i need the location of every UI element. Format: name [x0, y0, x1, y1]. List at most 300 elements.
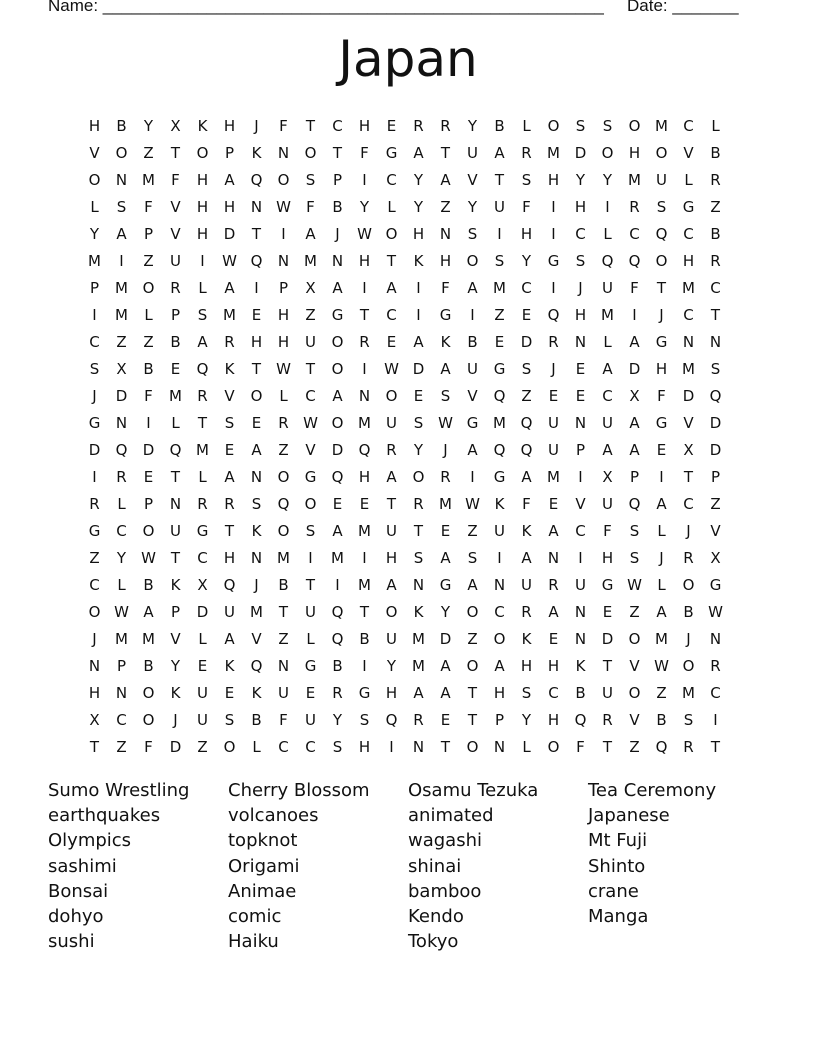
grid-letter: I — [605, 197, 610, 216]
grid-letter: S — [467, 548, 478, 567]
grid-letter: A — [440, 359, 451, 378]
grid-letter: O — [682, 575, 695, 594]
grid-letter: Z — [116, 332, 127, 351]
grid-letter: C — [575, 521, 586, 540]
word-list-item: Sumo Wrestling — [48, 780, 190, 801]
grid-letter: H — [520, 656, 533, 675]
grid-row — [81, 598, 729, 625]
grid-letter: I — [362, 548, 367, 567]
grid-letter: S — [440, 386, 451, 405]
grid-letter: C — [89, 332, 100, 351]
grid-letter: F — [603, 521, 612, 540]
grid-letter: V — [170, 629, 181, 648]
grid-letter: N — [574, 413, 587, 432]
grid-letter: Z — [278, 629, 289, 648]
grid-letter: H — [439, 251, 452, 270]
grid-letter: M — [601, 305, 614, 324]
grid-letter: A — [224, 278, 235, 297]
grid-letter: A — [386, 278, 397, 297]
grid-letter: G — [547, 251, 560, 270]
word-list-item: Japanese — [588, 805, 670, 827]
grid-letter: G — [304, 467, 317, 486]
grid-letter: S — [629, 548, 640, 567]
grid-letter: G — [331, 305, 344, 324]
word-list-item: Manga — [588, 905, 649, 927]
grid-letter: Z — [143, 332, 154, 351]
grid-letter: H — [493, 683, 506, 702]
grid-letter: W — [438, 413, 453, 432]
grid-letter: Q — [331, 467, 344, 486]
grid-letter: E — [251, 305, 262, 324]
grid-letter: L — [387, 197, 396, 216]
grid-row — [81, 706, 729, 733]
grid-letter: R — [413, 116, 424, 135]
grid-letter: H — [520, 224, 533, 243]
grid-letter: O — [493, 629, 506, 648]
word-list-item: topknot — [228, 830, 298, 852]
grid-letter: J — [686, 629, 691, 648]
grid-letter: E — [386, 116, 397, 135]
word-list-item: Kendo — [408, 905, 464, 927]
grid-letter: J — [254, 116, 259, 135]
grid-letter: X — [602, 467, 613, 486]
grid-letter: B — [710, 143, 721, 162]
grid-letter: G — [358, 683, 371, 702]
grid-letter: D — [412, 359, 425, 378]
grid-letter: G — [709, 575, 722, 594]
grid-letter: O — [682, 656, 695, 675]
word-list-item: sushi — [48, 931, 95, 953]
grid-letter: I — [713, 710, 718, 729]
grid-letter: P — [494, 710, 505, 729]
grid-letter: F — [279, 116, 288, 135]
grid-letter: L — [684, 170, 693, 189]
grid-letter: H — [88, 116, 101, 135]
word-list-item: shinai — [408, 855, 462, 877]
grid-letter: E — [440, 710, 451, 729]
grid-letter: O — [331, 332, 344, 351]
grid-row — [81, 571, 729, 598]
grid-letter: M — [358, 521, 371, 540]
grid-letter: M — [358, 575, 371, 594]
grid-letter: Q — [574, 710, 587, 729]
grid-letter: E — [440, 521, 451, 540]
grid-letter: I — [146, 413, 151, 432]
grid-letter: B — [332, 656, 343, 675]
grid-letter: T — [413, 521, 424, 540]
grid-letter: P — [710, 467, 721, 486]
grid-letter: A — [116, 224, 127, 243]
grid-letter: T — [170, 548, 181, 567]
grid-letter: Q — [520, 440, 533, 459]
grid-letter: G — [385, 143, 398, 162]
grid-letter: E — [494, 332, 505, 351]
grid-letter: O — [277, 521, 290, 540]
grid-letter: O — [466, 251, 479, 270]
grid-letter: O — [196, 143, 209, 162]
grid-letter: S — [251, 494, 262, 513]
grid-letter: L — [711, 116, 720, 135]
grid-letter: N — [358, 386, 371, 405]
word-list-item: Origami — [228, 855, 300, 877]
grid-letter: Q — [223, 575, 236, 594]
grid-letter: G — [439, 575, 452, 594]
grid-letter: C — [521, 278, 532, 297]
grid-letter: O — [277, 467, 290, 486]
grid-letter: T — [656, 278, 667, 297]
grid-letter: C — [575, 224, 586, 243]
grid-letter: M — [358, 413, 371, 432]
grid-letter: U — [548, 413, 559, 432]
grid-letter: Z — [629, 737, 640, 756]
grid-letter: A — [629, 332, 640, 351]
grid-letter: J — [92, 386, 97, 405]
grid-letter: R — [116, 467, 127, 486]
grid-letter: S — [224, 413, 235, 432]
grid-letter: O — [628, 116, 641, 135]
grid-letter: O — [547, 116, 560, 135]
grid-letter: N — [493, 737, 506, 756]
grid-row — [81, 112, 729, 139]
grid-letter: A — [440, 683, 451, 702]
grid-letter: H — [574, 305, 587, 324]
grid-letter: R — [224, 494, 235, 513]
grid-letter: C — [278, 737, 289, 756]
grid-letter: N — [493, 575, 506, 594]
grid-letter: O — [331, 359, 344, 378]
grid-letter: Q — [385, 710, 398, 729]
grid-letter: K — [251, 143, 262, 162]
grid-letter: E — [359, 494, 370, 513]
grid-letter: A — [494, 656, 505, 675]
grid-letter: M — [115, 278, 128, 297]
grid-letter: E — [575, 386, 586, 405]
grid-letter: H — [574, 197, 587, 216]
grid-letter: T — [305, 116, 316, 135]
grid-letter: P — [116, 656, 127, 675]
grid-letter: J — [659, 548, 664, 567]
word-list-item: animated — [408, 805, 494, 827]
grid-letter: P — [143, 494, 154, 513]
grid-letter: S — [413, 548, 424, 567]
grid-letter: Y — [332, 710, 343, 729]
grid-row — [81, 328, 729, 355]
grid-letter: Y — [521, 251, 532, 270]
grid-letter: Y — [143, 116, 154, 135]
grid-letter: V — [467, 170, 478, 189]
grid-letter: C — [548, 683, 559, 702]
grid-row — [81, 355, 729, 382]
grid-letter: M — [250, 602, 263, 621]
grid-letter: A — [332, 521, 343, 540]
grid-letter: N — [682, 332, 695, 351]
grid-letter: L — [603, 224, 612, 243]
grid-letter: B — [143, 575, 154, 594]
grid-letter: I — [92, 305, 97, 324]
grid-letter: K — [251, 683, 262, 702]
grid-letter: M — [412, 656, 425, 675]
word-list-item: Mt Fuji — [588, 830, 648, 852]
grid-letter: R — [332, 683, 343, 702]
grid-letter: Q — [250, 656, 263, 675]
grid-letter: A — [521, 548, 532, 567]
grid-letter: T — [467, 683, 478, 702]
grid-letter: U — [224, 602, 235, 621]
word-list-item: Osamu Tezuka — [408, 780, 539, 801]
grid-row — [81, 652, 729, 679]
grid-letter: H — [358, 251, 371, 270]
grid-letter: S — [656, 197, 667, 216]
word-list-item: crane — [588, 880, 639, 902]
grid-letter: L — [522, 116, 531, 135]
grid-letter: O — [655, 251, 668, 270]
grid-letter: T — [224, 521, 235, 540]
grid-letter: A — [197, 332, 208, 351]
grid-letter: L — [90, 197, 99, 216]
grid-letter: D — [223, 224, 236, 243]
grid-letter: U — [197, 683, 208, 702]
grid-letter: R — [521, 143, 532, 162]
grid-letter: V — [170, 224, 181, 243]
grid-letter: I — [92, 467, 97, 486]
grid-letter: V — [710, 521, 721, 540]
grid-letter: U — [305, 602, 316, 621]
grid-letter: C — [116, 710, 127, 729]
grid-letter: S — [629, 521, 640, 540]
grid-letter: R — [710, 170, 721, 189]
grid-letter: A — [251, 440, 262, 459]
grid-letter: G — [655, 332, 668, 351]
grid-letter: H — [412, 224, 425, 243]
grid-row — [81, 166, 729, 193]
grid-letter: Q — [709, 386, 722, 405]
grid-letter: H — [547, 170, 560, 189]
grid-letter: T — [170, 467, 181, 486]
grid-row — [81, 274, 729, 301]
grid-letter: T — [710, 305, 721, 324]
grid-letter: K — [224, 656, 235, 675]
word-list-item: Tea Ceremony — [588, 780, 717, 801]
grid-letter: G — [682, 197, 695, 216]
grid-letter: D — [520, 332, 533, 351]
grid-letter: L — [252, 737, 261, 756]
grid-letter: W — [627, 575, 642, 594]
grid-letter: I — [578, 467, 583, 486]
grid-letter: O — [88, 602, 101, 621]
grid-letter: S — [521, 683, 532, 702]
grid-letter: C — [629, 224, 640, 243]
grid-letter: A — [332, 278, 343, 297]
grid-letter: A — [440, 548, 451, 567]
grid-letter: Y — [170, 656, 181, 675]
grid-letter: A — [224, 170, 235, 189]
grid-letter: J — [335, 224, 340, 243]
grid-letter: X — [89, 710, 100, 729]
grid-letter: B — [251, 710, 262, 729]
grid-letter: E — [143, 467, 154, 486]
grid-letter: I — [254, 278, 259, 297]
grid-letter: A — [224, 629, 235, 648]
grid-letter: M — [169, 386, 182, 405]
grid-letter: R — [386, 440, 397, 459]
grid-letter: T — [359, 602, 370, 621]
grid-letter: H — [196, 170, 209, 189]
grid-letter: E — [521, 305, 532, 324]
grid-letter: I — [470, 467, 475, 486]
grid-letter: S — [683, 710, 694, 729]
grid-letter: S — [521, 359, 532, 378]
grid-letter: Q — [250, 170, 263, 189]
grid-letter: R — [359, 332, 370, 351]
word-list-item: Tokyo — [408, 931, 459, 953]
grid-letter: F — [171, 170, 180, 189]
grid-letter: L — [306, 629, 315, 648]
grid-letter: V — [251, 629, 262, 648]
grid-letter: A — [440, 170, 451, 189]
grid-letter: X — [197, 575, 208, 594]
grid-letter: C — [710, 278, 721, 297]
grid-letter: T — [170, 143, 181, 162]
grid-letter: U — [305, 332, 316, 351]
grid-letter: G — [601, 575, 614, 594]
grid-letter: K — [224, 359, 235, 378]
grid-letter: U — [602, 683, 613, 702]
word-list-item: Animae — [228, 880, 297, 902]
grid-letter: W — [384, 359, 399, 378]
grid-letter: H — [223, 548, 236, 567]
grid-letter: C — [683, 494, 694, 513]
grid-letter: N — [547, 548, 560, 567]
grid-letter: T — [467, 710, 478, 729]
word-list-item: Olympics — [48, 830, 132, 852]
grid-letter: H — [547, 656, 560, 675]
grid-letter: B — [170, 332, 181, 351]
grid-letter: N — [439, 224, 452, 243]
grid-letter: R — [440, 116, 451, 135]
grid-letter: S — [575, 251, 586, 270]
grid-letter: Q — [628, 494, 641, 513]
grid-letter: E — [548, 386, 559, 405]
grid-letter: K — [413, 251, 424, 270]
grid-row — [81, 490, 729, 517]
grid-letter: P — [575, 440, 586, 459]
grid-letter: U — [467, 359, 478, 378]
grid-letter: P — [170, 602, 181, 621]
grid-letter: J — [551, 359, 556, 378]
grid-letter: A — [629, 440, 640, 459]
grid-letter: V — [89, 143, 100, 162]
grid-letter: Q — [331, 602, 344, 621]
grid-letter: R — [197, 386, 208, 405]
grid-letter: Q — [331, 629, 344, 648]
grid-letter: N — [574, 332, 587, 351]
grid-letter: Y — [413, 440, 424, 459]
grid-letter: V — [629, 656, 640, 675]
grid-letter: S — [521, 170, 532, 189]
grid-letter: N — [277, 251, 290, 270]
grid-letter: W — [141, 548, 156, 567]
grid-letter: T — [494, 170, 505, 189]
word-list-item: earthquakes — [48, 805, 161, 827]
grid-letter: I — [335, 575, 340, 594]
grid-letter: O — [142, 521, 155, 540]
grid-letter: D — [628, 359, 641, 378]
grid-letter: Z — [116, 737, 127, 756]
grid-letter: H — [88, 683, 101, 702]
grid-letter: X — [116, 359, 127, 378]
grid-letter: O — [142, 278, 155, 297]
grid-letter: K — [494, 494, 505, 513]
grid-letter: I — [416, 305, 421, 324]
grid-letter: N — [115, 683, 128, 702]
grid-letter: Q — [655, 737, 668, 756]
grid-letter: Y — [575, 170, 586, 189]
grid-letter: H — [358, 116, 371, 135]
grid-letter: O — [466, 737, 479, 756]
grid-letter: X — [683, 440, 694, 459]
grid-letter: R — [521, 602, 532, 621]
grid-letter: U — [656, 170, 667, 189]
grid-letter: C — [386, 170, 397, 189]
grid-letter: H — [385, 683, 398, 702]
grid-letter: R — [710, 656, 721, 675]
grid-letter: C — [197, 548, 208, 567]
grid-letter: U — [386, 629, 397, 648]
grid-letter: I — [416, 278, 421, 297]
grid-letter: F — [360, 143, 369, 162]
grid-letter: Z — [467, 521, 478, 540]
grid-letter: W — [465, 494, 480, 513]
grid-letter: O — [277, 170, 290, 189]
grid-letter: W — [654, 656, 669, 675]
grid-row — [81, 517, 729, 544]
grid-letter: L — [198, 467, 207, 486]
grid-letter: Q — [250, 251, 263, 270]
grid-letter: F — [144, 386, 153, 405]
grid-letter: J — [443, 440, 448, 459]
word-list-item: Bonsai — [48, 880, 109, 902]
word-list — [48, 780, 768, 956]
grid-letter: O — [601, 143, 614, 162]
grid-letter: S — [116, 197, 127, 216]
grid-letter: L — [117, 494, 126, 513]
grid-letter: P — [143, 224, 154, 243]
word-list-item: wagashi — [408, 830, 482, 852]
grid-letter: P — [278, 278, 289, 297]
grid-letter: J — [686, 521, 691, 540]
grid-letter: S — [332, 737, 343, 756]
grid-letter: D — [709, 413, 722, 432]
grid-letter: Q — [601, 251, 614, 270]
grid-letter: V — [170, 197, 181, 216]
grid-letter: W — [708, 602, 723, 621]
grid-letter: Q — [493, 440, 506, 459]
grid-letter: B — [656, 710, 667, 729]
letter-grid — [81, 112, 729, 760]
grid-letter: H — [223, 197, 236, 216]
grid-letter: M — [655, 629, 668, 648]
grid-letter: N — [331, 251, 344, 270]
grid-letter: K — [575, 656, 586, 675]
grid-letter: O — [655, 143, 668, 162]
grid-letter: A — [386, 575, 397, 594]
grid-letter: U — [305, 710, 316, 729]
grid-letter: L — [657, 521, 666, 540]
grid-letter: F — [522, 494, 531, 513]
grid-letter: Z — [521, 386, 532, 405]
grid-letter: D — [682, 386, 695, 405]
grid-letter: A — [224, 467, 235, 486]
